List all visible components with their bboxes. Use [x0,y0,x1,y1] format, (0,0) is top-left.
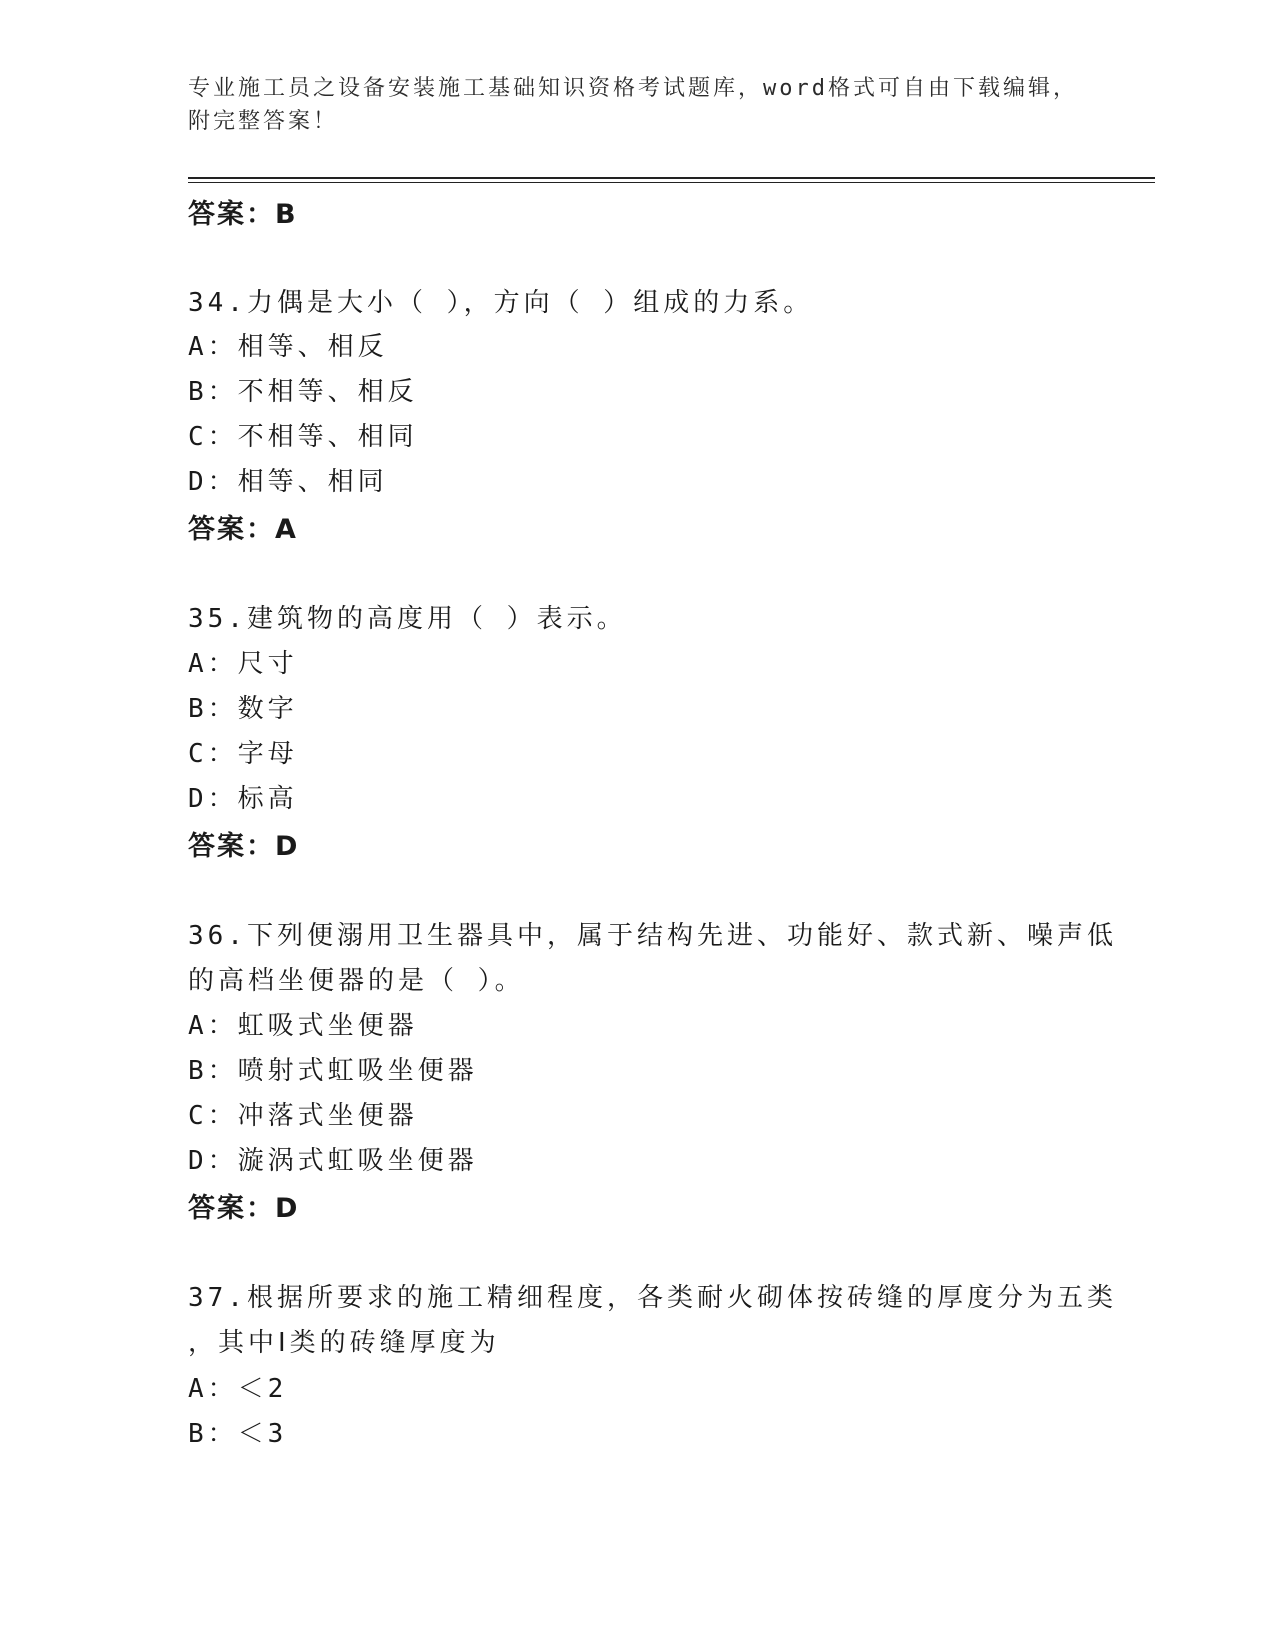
question-34-answer: 答案：A [188,514,298,545]
question-37-stem-line-2: ，其中Ⅰ类的砖缝厚度为 [188,1328,500,1358]
header-divider-thin [188,182,1155,183]
question-35-stem: 35.建筑物的高度用（ ）表示。 [188,604,627,634]
question-36-option-b: B：喷射式虹吸坐便器 [188,1056,478,1086]
question-34-option-b: B：不相等、相反 [188,377,418,407]
header-line-2: 附完整答案！ [188,109,339,134]
question-34-stem: 34.力偶是大小（ ），方向（ ）组成的力系。 [188,288,814,318]
question-36-stem-line-2: 的高档坐便器的是（ ）。 [188,966,525,996]
question-35-option-c: C：字母 [188,739,298,769]
question-35-option-a: A：尺寸 [188,649,298,679]
answer-q33: 答案：B [188,199,298,230]
question-34-option-c: C：不相等、相同 [188,422,418,452]
question-37-option-b: B：＜3 [188,1419,288,1449]
question-37-option-a: A：＜2 [188,1374,288,1404]
question-36-option-d: D：漩涡式虹吸坐便器 [188,1146,478,1176]
header-line-1: 专业施工员之设备安装施工基础知识资格考试题库，word格式可自由下载编辑， [188,76,1078,101]
question-34-option-d: D：相等、相同 [188,467,388,497]
question-36-answer: 答案：D [188,1193,300,1224]
question-35-option-b: B：数字 [188,694,298,724]
question-34-option-a: A：相等、相反 [188,332,388,362]
document-header [188,72,1088,138]
question-36-stem-line-1: 36.下列便溺用卫生器具中，属于结构先进、功能好、款式新、噪声低 [188,921,1117,951]
question-37-stem-line-1: 37.根据所要求的施工精细程度，各类耐火砌体按砖缝的厚度分为五类 [188,1283,1117,1313]
header-divider-thick [188,177,1155,179]
question-36-option-a: A：虹吸式坐便器 [188,1011,418,1041]
question-36-option-c: C：冲落式坐便器 [188,1101,418,1131]
question-35-answer: 答案：D [188,831,300,862]
question-35-option-d: D：标高 [188,784,298,814]
